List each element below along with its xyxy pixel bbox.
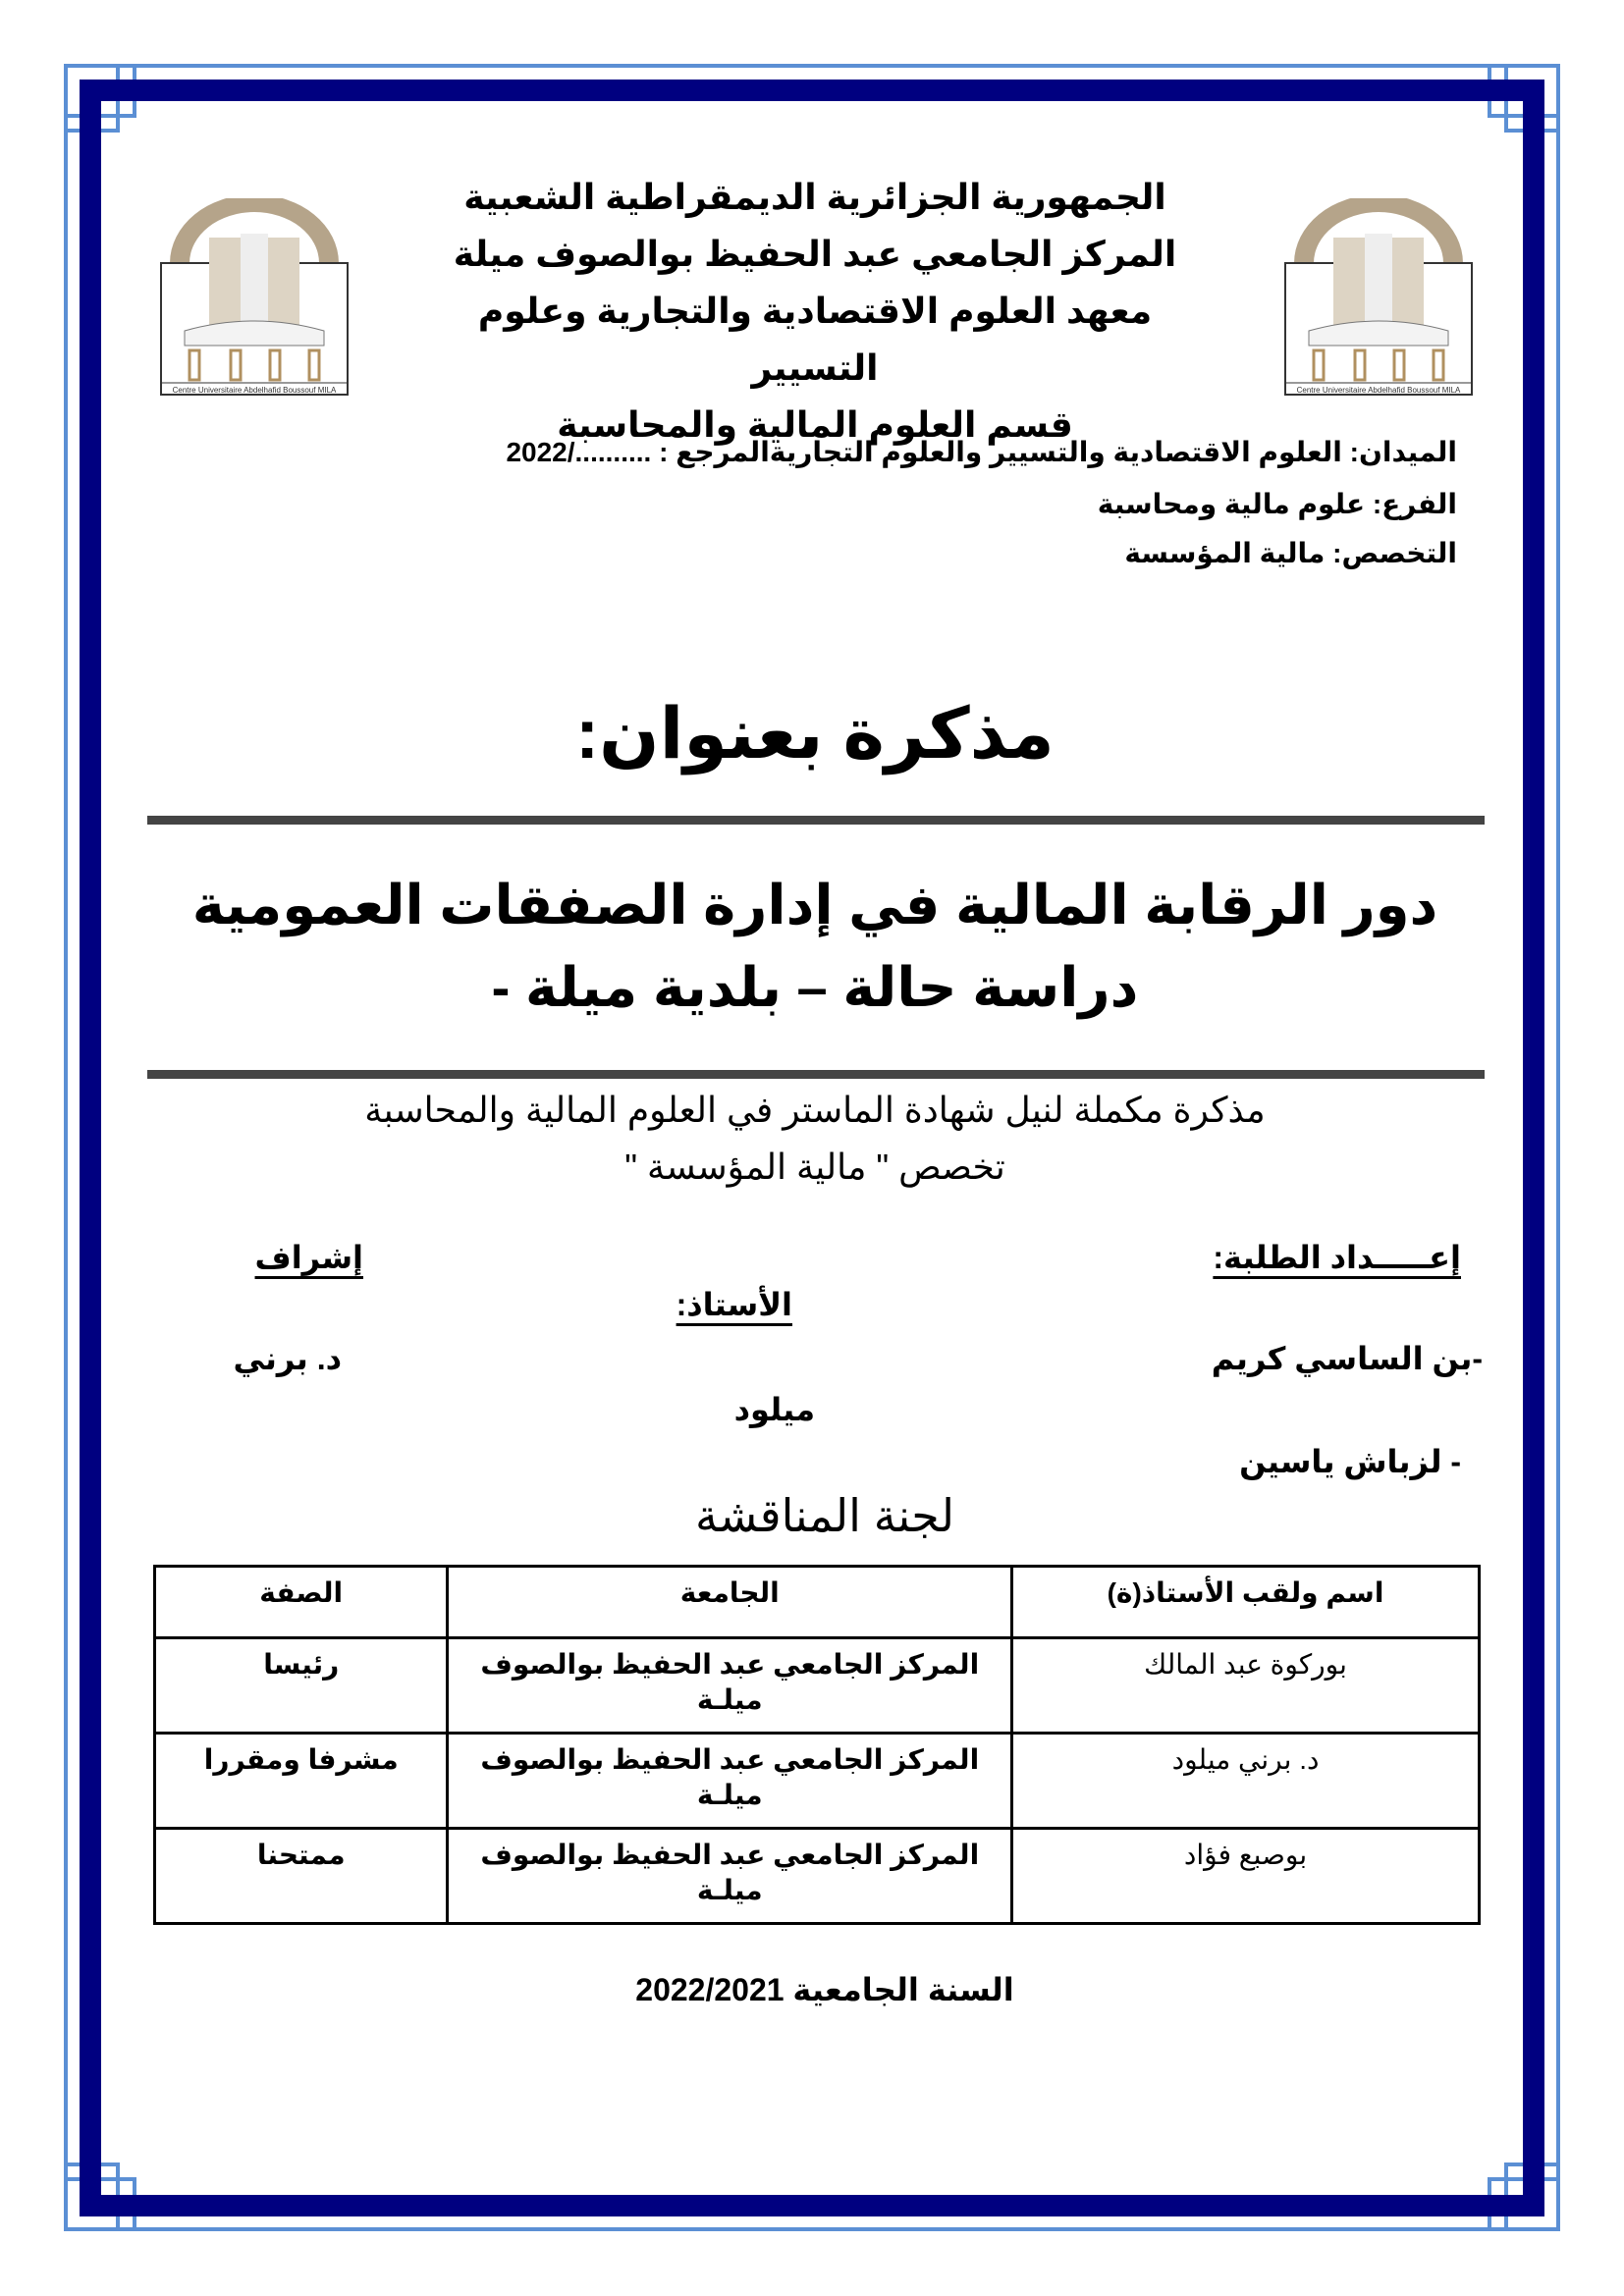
field-branch: الفرع: علوم مالية ومحاسبة: [1097, 489, 1457, 519]
table-header-row: [155, 1567, 1480, 1638]
member-role: مشرفا ومقررا: [155, 1734, 448, 1829]
logo-caption: Centre Universitaire Abdelhafid Boussouf MILA: [172, 386, 337, 395]
title-line-2: دراسة حالة – بلدية ميلة -: [491, 956, 1139, 1018]
member-name: د. برني ميلود: [1012, 1734, 1480, 1829]
header-university: الجامعة: [448, 1567, 1012, 1638]
students-label: إعـــــداد الطلبة:: [1213, 1240, 1461, 1275]
member-university: المركز الجامعي عبد الحفيظ بوالصوف ميلـة: [448, 1734, 1012, 1829]
committee-title: لجنة المناقشة: [694, 1490, 954, 1541]
member-role: ممتحنا: [155, 1829, 448, 1924]
table-row: [155, 1638, 1480, 1734]
academic-year: السنة الجامعية 2022/2021: [635, 1972, 1014, 2007]
supervisor-name-2: ميلود: [733, 1392, 815, 1427]
thesis-title: [177, 864, 1453, 1029]
title-line-1: دور الرقابة المالية في إدارة الصفقات العمومية: [191, 874, 1438, 935]
member-university: المركز الجامعي عبد الحفيظ بوالصوف ميلـة: [448, 1829, 1012, 1924]
subtitle-line-2: تخصص " مالية المؤسسة ": [624, 1147, 1005, 1187]
header-line: معهد العلوم الاقتصادية والتجارية وعلوم التسيير: [477, 291, 1153, 388]
member-name: بوركوة عبد المالك: [1012, 1638, 1480, 1734]
student-name-2: - لزباش ياسين: [1239, 1444, 1461, 1479]
institution-header: [422, 169, 1208, 454]
supervisor-label: إشراف: [254, 1240, 363, 1275]
header-line: الجمهورية الجزائرية الديمقراطية الشعبية: [463, 177, 1166, 217]
table-row: [155, 1734, 1480, 1829]
field-specialty: التخصص: مالية المؤسسة: [1124, 538, 1457, 568]
professor-label: الأستاذ:: [676, 1287, 792, 1322]
header-line: المركز الجامعي عبد الحفيظ بوالصوف ميلة: [453, 234, 1177, 274]
header-name: اسم ولقب الأستاذ(ة): [1012, 1567, 1480, 1638]
table-row: [155, 1829, 1480, 1924]
student-name-1: -بن الساسي كريم: [1211, 1341, 1483, 1376]
memo-label: مذكرة بعنوان:: [575, 695, 1055, 774]
header-role: الصفة: [155, 1567, 448, 1638]
university-logo-left: [160, 198, 349, 397]
member-name: بوصبع فؤاد: [1012, 1829, 1480, 1924]
member-university: المركز الجامعي عبد الحفيظ بوالصوف ميلـة: [448, 1638, 1012, 1734]
divider-bottom: [147, 1070, 1485, 1079]
thesis-subtitle: [226, 1082, 1404, 1196]
university-logo-right: [1284, 198, 1473, 397]
supervisor-name-1: د. برني: [233, 1341, 342, 1376]
divider-top: [147, 816, 1485, 825]
header-line: قسم العلوم المالية والمحاسبة: [557, 404, 1073, 445]
logo-caption: Centre Universitaire Abdelhafid Boussouf MILA: [1296, 386, 1461, 395]
committee-table: [153, 1565, 1481, 1925]
subtitle-line-1: مذكرة مكملة لنيل شهادة الماستر في العلوم المالية والمحاسبة: [364, 1090, 1266, 1130]
field-domain: الميدان: العلوم الاقتصادية والتسيير والعلوم التجاريةالمرجع : ........../2022: [506, 437, 1457, 467]
member-role: رئيسا: [155, 1638, 448, 1734]
